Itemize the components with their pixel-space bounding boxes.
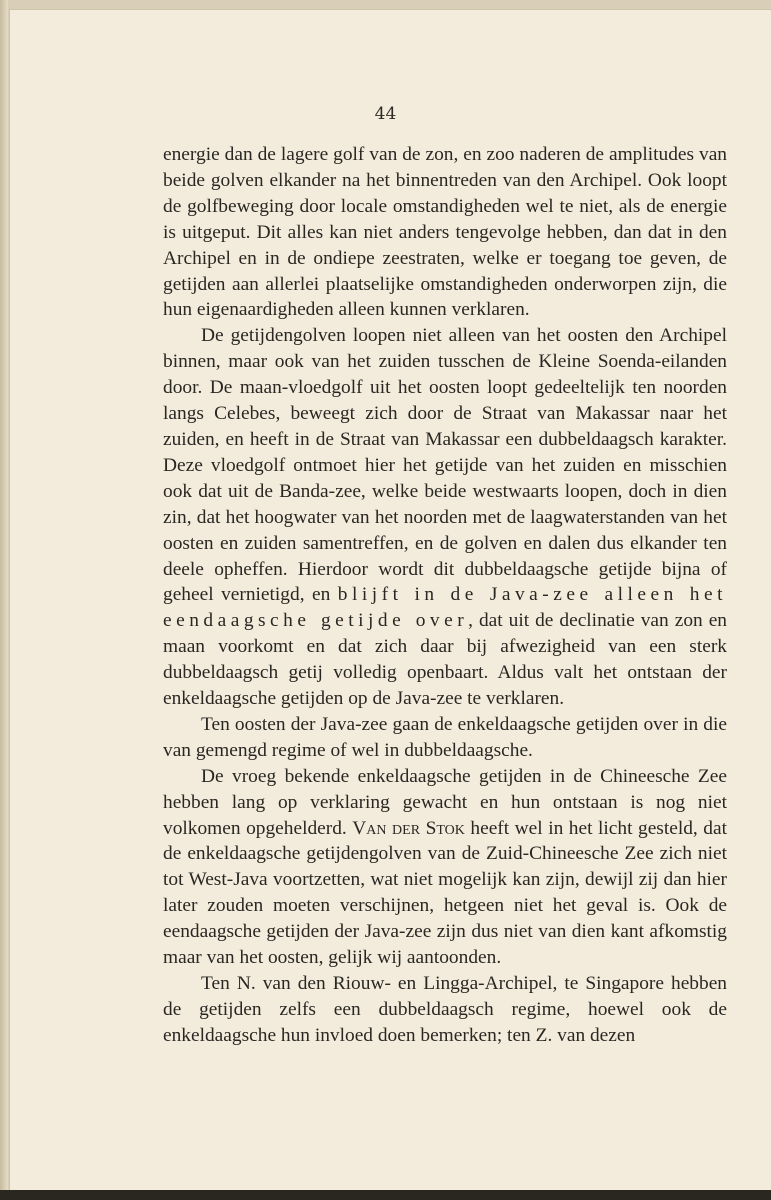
paragraph-5	[163, 971, 727, 1049]
paragraph-2	[163, 323, 727, 712]
body-text	[163, 142, 727, 1049]
paragraph-4	[163, 764, 727, 971]
page-number: 44	[374, 104, 397, 124]
paragraph-text: Ten N. van den Riouw- en Lingga-Archipel, te Singapore hebben de getijden zelfs een dubbeldaagsch regime, hoewel ook de enkeldaagsche hun invloed doen bemerken; ten Z. van dezen	[163, 973, 727, 1046]
paragraph-text: De vroeg bekende enkeldaagsche getijden in de Chineesche Zee hebben lang op verklaring gewacht en hun ontstaan is nog niet volkomen opgehelderd.	[163, 765, 727, 839]
page-bottom-edge	[0, 1190, 771, 1200]
paragraph-text: heeft wel in het licht gesteld, dat de enkeldaagsche getijdengolven van de Zuid-Chineesche Zee zich niet tot West-Java voortzetten, wat niet mogelijk kan zijn, dewijl zij dan hier later zouden moeten verschijnen, hetgeen niet het geval is. Ook de eendaagsche getijden der Java-zee zijn dus niet van dien kant afkomstig maar van het oosten, gelijk wij aantoonden.	[163, 817, 727, 969]
paragraph-3	[163, 712, 727, 764]
book-spine	[0, 0, 8, 1200]
emphasized-spaced-text: blijft in de Java-zee alleen het eendaagsche getijde over	[163, 584, 727, 632]
paragraph-text: Ten oosten der Java-zee gaan de enkeldaagsche getijden over in die van gemengd regime of wel in dubbeldaagsche.	[163, 713, 727, 761]
paragraph-text: De getijdengolven loopen niet alleen van het oosten den Archipel binnen, maar ook van het zuiden tusschen de Kleine Soenda-eilanden door. De maan-vloedgolf uit het oosten loopt gedeeltelijk ten noorden langs Celebes, beweegt zich door de Straat van Makassar naar het zuiden, en heeft in de Straat van Makassar een dubbeldaagsch karakter. Deze vloedgolf ontmoet hier het getijde van het zuiden en misschien ook dat uit de Banda-zee, welke beide westwaarts loopen, doch in dien zin, dat het hoogwater van het noorden met de laagwaterstanden van het oosten en zuiden samentreffen, en de golven en dalen dus elkander ten deele opheffen. Hierdoor wordt dit dubbeldaagsche getijde bijna of geheel vernietigd, en	[163, 325, 727, 606]
paragraph-text: energie dan de lagere golf van de zon, en zoo naderen de amplitudes van beide golven elkander na het binnentreden van den Archipel. Ook loopt de golfbeweging door locale omstandigheden wel te niet, als de energie is uitgeput. Dit alles kan niet anders tengevolge hebben, dan dat in den Archipel en in de ondiepe zeestraten, welke er toegang toe geven, de getijden aan allerlei plaatselijke omstandigheden onderworpen zijn, die hun eigenaardigheden alleen kunnen verklaren.	[163, 144, 727, 321]
author-name-small-caps: Van der Stok	[352, 817, 465, 839]
paragraph-text: , dat uit de declinatie van zon en maan voorkomt en dat zich daar bij afwezigheid van een sterk dubbeldaagsch getij volledig openbaart. Aldus valt het ontstaan der enkeldaagsche getijden op de Java-zee te verklaren.	[163, 610, 727, 710]
paragraph-1	[163, 142, 727, 323]
